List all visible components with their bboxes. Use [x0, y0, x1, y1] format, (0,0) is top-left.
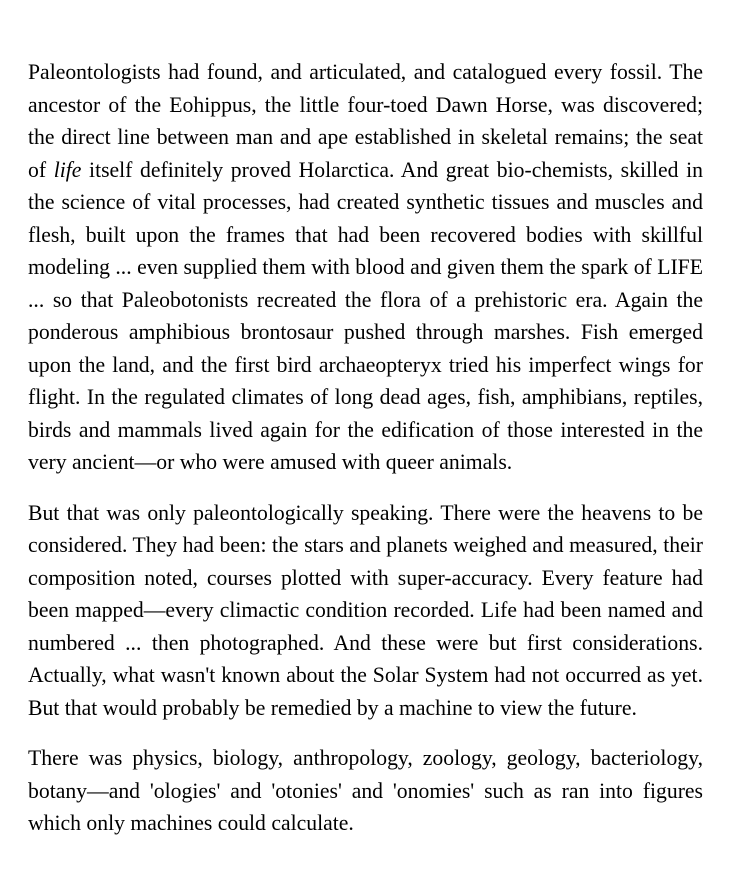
- paragraph-1-italic-word: life: [53, 157, 82, 182]
- paragraph-3-text: There was physics, biology, anthropology, zoology, geology, bacteriology, botany—and 'ologies' and 'otonies' and 'onomies' such as ran into figures which only machines could calculate.: [28, 746, 703, 835]
- paragraph-3: [28, 742, 703, 840]
- paragraph-1-text-continued: itself definitely proved Holarctica. And great bio-chemists, skilled in the science of vital processes, had created synthetic tissues and muscles and flesh, built upon the frames that had been recovered bodies with skillful modeling ... even supplied them with blood and given them the spark of LIFE ... so that Paleobotonists recreated the flora of a prehistoric era. Again the ponderous amphibious brontosaur pushed through marshes. Fish emerged upon the land, and the first bird archaeopteryx tried his imperfect wings for flight. In the regulated climates of long dead ages, fish, amphibians, reptiles, birds and mammals lived again for the edification of those interested in the very ancient—or who were amused with queer animals.: [28, 157, 703, 474]
- paragraph-1-text: Paleontologists had found, and articulated, and catalogued every fossil. The ancestor of the Eohippus, the little four-toed Dawn Horse, was discovered; the direct line between man and ape established in skeletal remains; the seat of: [28, 60, 703, 182]
- paragraph-1: [28, 56, 703, 479]
- paragraph-2: [28, 497, 703, 725]
- paragraph-2-text: But that was only paleontologically speaking. There were the heavens to be considered. They had been: the stars and planets weighed and measured, their composition noted, courses plotted with super-accuracy. Every feature had been mapped—every climactic condition recorded. Life had been named and numbered ... then photographed. And these were but first considerations. Actually, what wasn't known about the Solar System had not occurred as yet. But that would probably be remedied by a machine to view the future.: [28, 500, 703, 720]
